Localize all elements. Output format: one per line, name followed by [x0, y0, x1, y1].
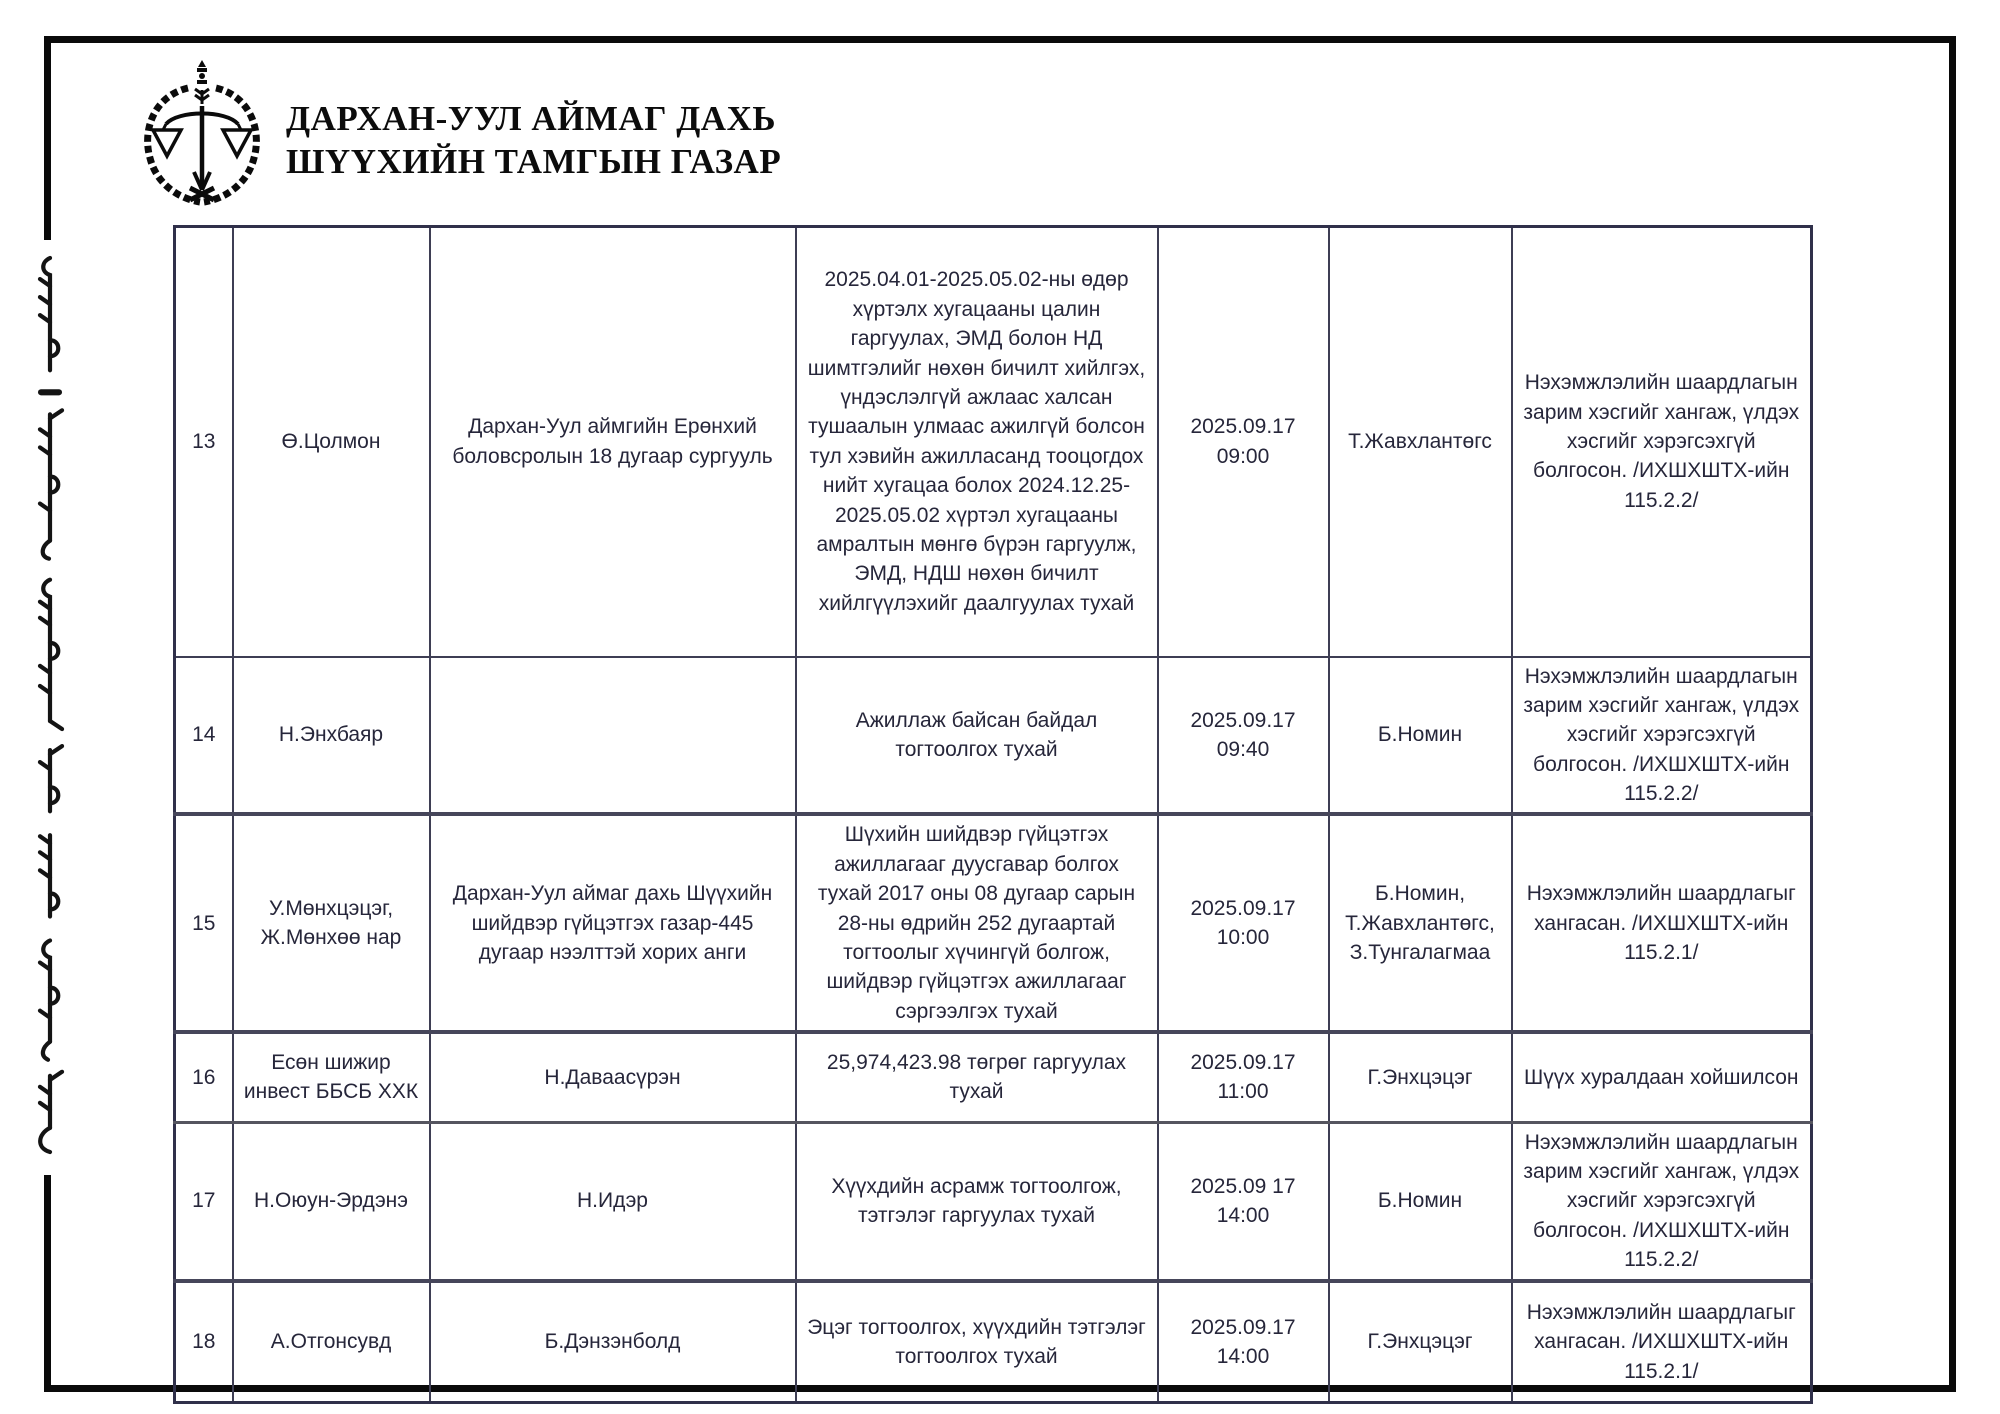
- result-cell: Нэхэмжлэлийн шаардлагын зарим хэсгийг хангаж, үлдэх хэсгийг хэрэгсэхгүй болгосон. /ИХШХШТХ-ийн 115.2.2/: [1512, 1122, 1812, 1280]
- hearing-date: 2025.09.17: [1190, 1051, 1296, 1075]
- judge-cell: Б.Номин, Т.Жавхлантөгс, З.Тунгалагмаа: [1329, 814, 1512, 1032]
- mongolian-vertical-script-text: [26, 252, 74, 1164]
- hearing-date: 2025.09 17: [1190, 1174, 1296, 1198]
- row-number: 13: [175, 227, 233, 657]
- defendant-cell: Б.Дэнзэнболд: [430, 1281, 796, 1403]
- hearing-table-body: [175, 227, 1812, 1403]
- plaintiff-cell: Н.Энхбаяр: [233, 657, 430, 815]
- table-row: [175, 814, 1812, 1032]
- result-cell: Нэхэмжлэлийн шаардлагыг хангасан. /ИХШХШТХ-ийн 115.2.1/: [1512, 1281, 1812, 1403]
- row-number: 14: [175, 657, 233, 815]
- case-subject-cell: Хүүхдийн асрамж тогтоолгож, тэтгэлэг гаргуулах тухай: [796, 1122, 1158, 1280]
- hearing-time: 09:40: [1216, 737, 1270, 761]
- hearing-time: 10:00: [1216, 926, 1270, 950]
- hearing-date: 2025.09.17: [1190, 1315, 1296, 1339]
- plaintiff-cell: Ө.Цолмон: [233, 227, 430, 657]
- table-row: [175, 1281, 1812, 1403]
- court-hearings-table: [173, 225, 1813, 1404]
- case-subject-cell: Ажиллаж байсан байдал тогтоолгох тухай: [796, 657, 1158, 815]
- defendant-cell: Дархан-Уул аймаг дахь Шүүхийн шийдвэр гүйцэтгэх газар-445 дугаар нээлттэй хорих анги: [430, 814, 796, 1032]
- hearing-date: 2025.09.17: [1190, 896, 1296, 920]
- hearing-datetime-cell: [1158, 814, 1329, 1032]
- hearing-time: 11:00: [1217, 1080, 1269, 1104]
- row-number: 15: [175, 814, 233, 1032]
- plaintiff-cell: Н.Оюун-Эрдэнэ: [233, 1122, 430, 1280]
- table-row: [175, 227, 1812, 657]
- row-number: 18: [175, 1281, 233, 1403]
- row-number: 16: [175, 1032, 233, 1122]
- case-subject-cell: Эцэг тогтоолгох, хүүхдийн тэтгэлэг тогтоолгох тухай: [796, 1281, 1158, 1403]
- defendant-cell: Дархан-Уул аймгийн Ерөнхий боловсролын 18 дугаар сургууль: [430, 227, 796, 657]
- page-title: [286, 98, 781, 183]
- judge-cell: Т.Жавхлантөгс: [1329, 227, 1512, 657]
- defendant-cell: [430, 657, 796, 815]
- org-title-line2: ШҮҮХИЙН ТАМГЫН ГАЗАР: [286, 141, 782, 181]
- hearing-datetime-cell: [1158, 1032, 1329, 1122]
- hearing-datetime-cell: [1158, 1281, 1329, 1403]
- hearing-datetime-cell: [1158, 227, 1329, 657]
- plaintiff-cell: А.Отгонсувд: [233, 1281, 430, 1403]
- judge-cell: Г.Энхцэцэг: [1329, 1281, 1512, 1403]
- defendant-cell: Н.Даваасүрэн: [430, 1032, 796, 1122]
- plaintiff-cell: Есөн шижир инвест ББСБ ХХК: [233, 1032, 430, 1122]
- result-cell: Нэхэмжлэлийн шаардлагыг хангасан. /ИХШХШТХ-ийн 115.2.1/: [1512, 814, 1812, 1032]
- org-title-line1: ДАРХАН-УУЛ АЙМАГ ДАХЬ: [286, 99, 776, 138]
- case-subject-cell: 25,974,423.98 төгрөг гаргуулах тухай: [796, 1032, 1158, 1122]
- judge-cell: Б.Номин: [1329, 657, 1512, 815]
- hearing-time: 09:00: [1216, 444, 1270, 468]
- hearing-date: 2025.09.17: [1190, 708, 1296, 732]
- table-row: [175, 657, 1812, 815]
- hearing-date: 2025.09.17: [1190, 415, 1296, 439]
- hearing-time: 14:00: [1216, 1344, 1270, 1368]
- judge-cell: Г.Энхцэцэг: [1329, 1032, 1512, 1122]
- defendant-cell: Н.Идэр: [430, 1122, 796, 1280]
- case-subject-cell: Шүхийн шийдвэр гүйцэтгэх ажиллагааг дуусгавар болгох тухай 2017 оны 08 дугаар сарын 28-ны өдрийн 252 дугаартай тогтоолыг хүчингүй болгож, шийдвэр гүйцэтгэх ажиллагааг сэргээлгэх тухай: [796, 814, 1158, 1032]
- result-cell: Нэхэмжлэлийн шаардлагын зарим хэсгийг хангаж, үлдэх хэсгийг хэрэгсэхгүй болгосон. /ИХШХШТХ-ийн 115.2.2/: [1512, 657, 1812, 815]
- table-row: [175, 1122, 1812, 1280]
- result-cell: Нэхэмжлэлийн шаардлагын зарим хэсгийг хангаж, үлдэх хэсгийг хэрэгсэхгүй болгосон. /ИХШХШТХ-ийн 115.2.2/: [1512, 227, 1812, 657]
- court-emblem-logo: [136, 60, 268, 212]
- case-subject-cell: 2025.04.01-2025.05.02-ны өдөр хүртэлх хугацааны цалин гаргуулах, ЭМД болон НД шимтгэлийг нөхөн бичилт хийлгэх, үндэслэлгүй ажлаас халсан тушаалын улмаас ажилгүй болсон тул хэвийн ажилласанд тооцогдох нийт хугацаа болох 2024.12.25-2025.05.02 хүртэл хугацааны амралтын мөнгө бүрэн гаргуулж, ЭМД, НДШ нөхөн бичилт хийлгүүлэхийг даалгуулах тухай: [796, 227, 1158, 657]
- plaintiff-cell: У.Мөнхцэцэг, Ж.Мөнхөө нар: [233, 814, 430, 1032]
- hearing-time: 14:00: [1216, 1204, 1270, 1228]
- result-cell: Шүүх хуралдаан хойшилсон: [1512, 1032, 1812, 1122]
- hearing-datetime-cell: [1158, 1122, 1329, 1280]
- judge-cell: Б.Номин: [1329, 1122, 1512, 1280]
- row-number: 17: [175, 1122, 233, 1280]
- table-row: [175, 1032, 1812, 1122]
- hearing-datetime-cell: [1158, 657, 1329, 815]
